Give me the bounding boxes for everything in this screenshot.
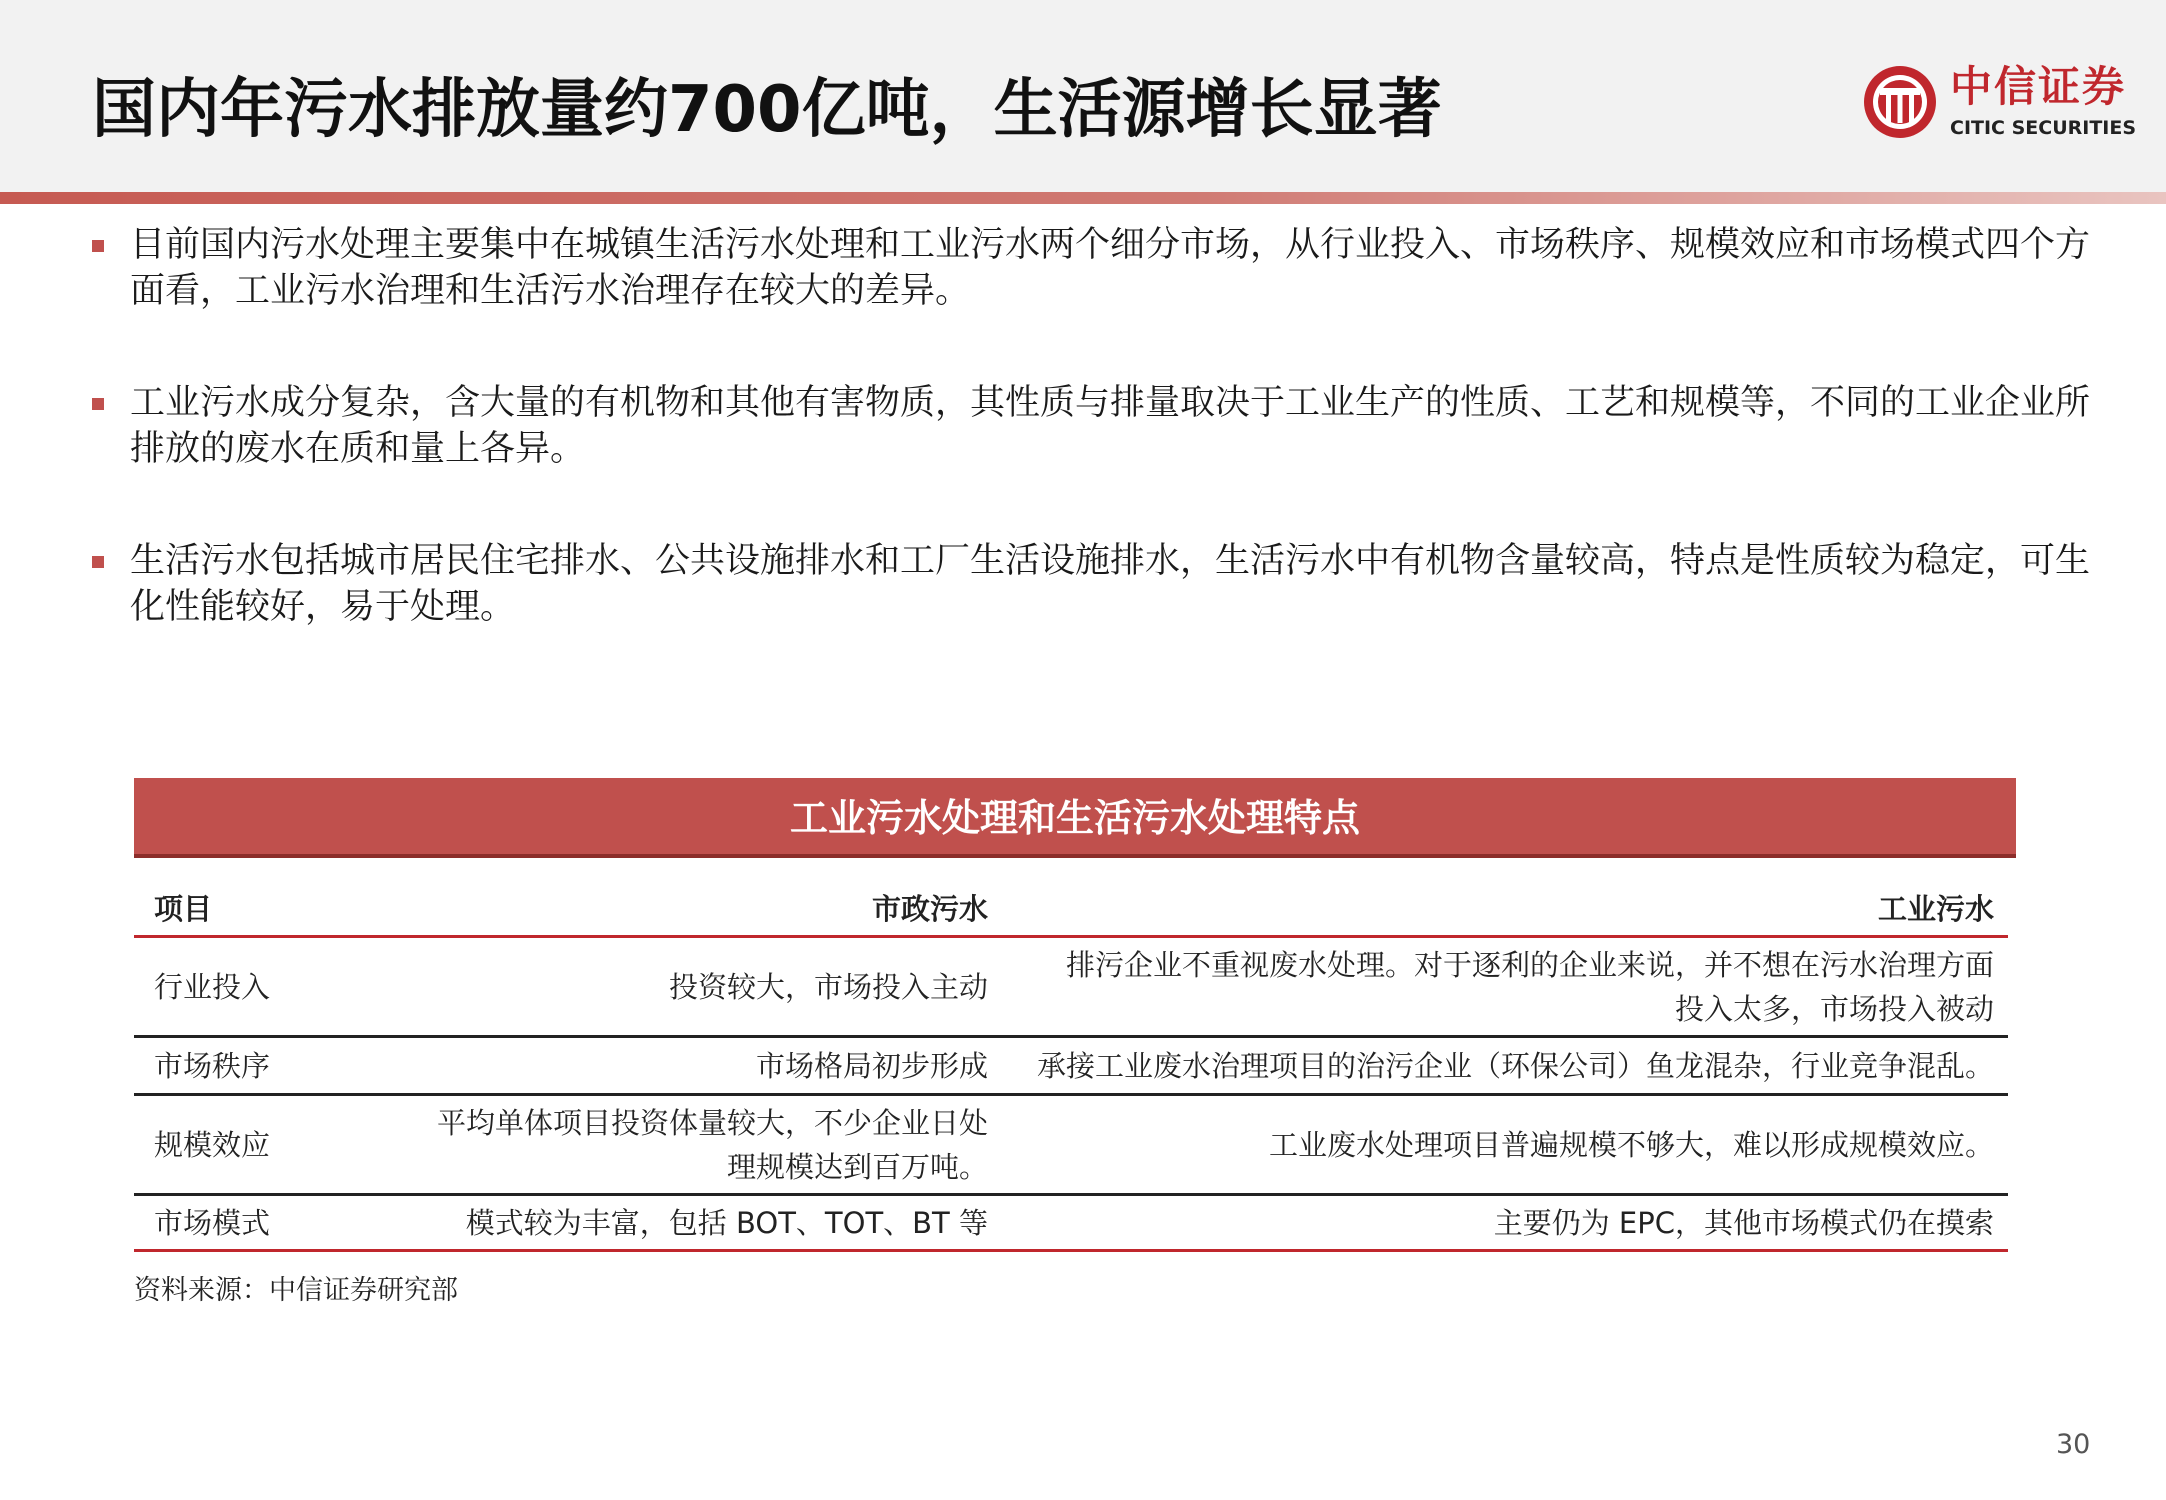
header-accent-bar	[0, 192, 2166, 204]
row-item: 规模效应	[154, 1127, 271, 1162]
bullet-item	[92, 380, 2092, 472]
bullet-list	[92, 222, 2092, 696]
row-item: 市场秩序	[154, 1048, 271, 1083]
logo-text-en: CITIC SECURITIES	[1950, 117, 2137, 139]
header	[0, 0, 2166, 192]
logo-text-cn: 中信证券	[1950, 62, 2127, 111]
citic-logo-icon	[1860, 62, 1940, 142]
comparison-table	[134, 778, 2016, 1252]
table-row	[134, 1038, 2008, 1096]
header-item: 项目	[154, 891, 213, 926]
header-municipal: 市政污水	[871, 891, 988, 926]
table-row	[134, 1096, 2008, 1196]
bullet-square-icon	[92, 556, 104, 568]
row-industrial: 工业废水处理项目普遍规模不够大，难以形成规模效应。	[1268, 1127, 1994, 1162]
row-municipal	[334, 1096, 1004, 1193]
bullet-text: 工业污水成分复杂，含大量的有机物和其他有害物质，其性质与排量取决于工业生产的性质、工艺和规模等，不同的工业企业所排放的废水在质和量上各异。	[130, 383, 2091, 469]
header-industrial: 工业污水	[1877, 891, 1994, 926]
row-industrial	[1004, 938, 2008, 1035]
bullet-square-icon	[92, 398, 104, 410]
source-note: 资料来源：中信证券研究部	[134, 1275, 458, 1306]
bullet-item	[92, 222, 2092, 314]
row-municipal: 模式较为丰富，包括 BOT、TOT、BT 等	[465, 1205, 988, 1240]
citic-logo	[1860, 58, 2140, 148]
table-row	[134, 938, 2008, 1038]
table-row	[134, 1196, 2008, 1252]
row-item: 行业投入	[154, 969, 271, 1004]
bullet-text: 目前国内污水处理主要集中在城镇生活污水处理和工业污水两个细分市场，从行业投入、市场秩序、规模效应和市场模式四个方面看，工业污水治理和生活污水治理存在较大的差异。	[130, 225, 2091, 311]
row-industrial-line: 排污企业不重视废水处理。对于逐利的企业来说，并不想在污水治理方面	[1065, 947, 1994, 982]
table-caption: 工业污水处理和生活污水处理特点	[134, 778, 2016, 858]
row-industrial: 承接工业废水治理项目的治污企业（环保公司）鱼龙混杂，行业竞争混乱。	[1036, 1048, 1994, 1083]
row-municipal: 投资较大，市场投入主动	[668, 969, 988, 1004]
table-header-row	[134, 882, 2008, 938]
row-industrial: 主要仍为 EPC，其他市场模式仍在摸索	[1493, 1205, 1994, 1240]
bullet-text: 生活污水包括城市居民住宅排水、公共设施排水和工厂生活设施排水，生活污水中有机物含量较高，特点是性质较为稳定，可生化性能较好，易于处理。	[130, 541, 2091, 627]
row-municipal-line: 平均单体项目投资体量较大，不少企业日处	[436, 1105, 988, 1140]
page-title: 国内年污水排放量约700亿吨，生活源增长显著	[92, 73, 1442, 147]
table-body	[134, 882, 2008, 1252]
row-municipal: 市场格局初步形成	[755, 1048, 988, 1083]
bullet-item	[92, 538, 2092, 630]
row-industrial-line: 投入太多，市场投入被动	[1674, 991, 1994, 1026]
bullet-square-icon	[92, 240, 104, 252]
row-municipal-line: 理规模达到百万吨。	[726, 1149, 988, 1184]
row-item: 市场模式	[154, 1205, 271, 1240]
page-number: 30	[2056, 1429, 2091, 1460]
